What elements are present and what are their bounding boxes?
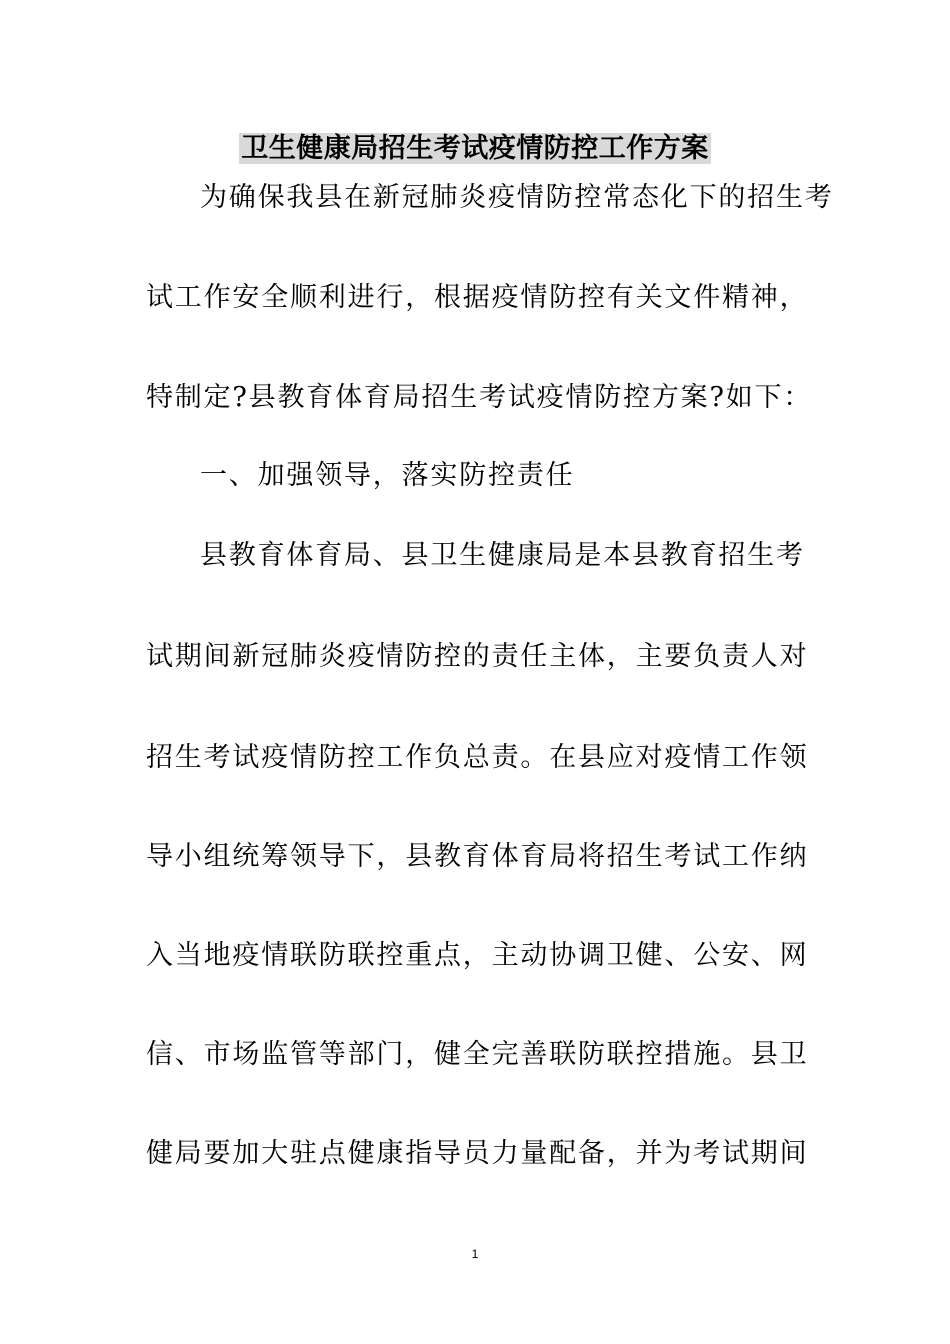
paragraph-line: 为确保我县在新冠肺炎疫情防控常态化下的招生考 bbox=[200, 182, 834, 213]
paragraph-line: 县教育体育局、县卫生健康局是本县教育招生考 bbox=[200, 540, 805, 571]
paragraph-line: 信、市场监管等部门，健全完善联防联控措施。县卫 bbox=[146, 1039, 809, 1070]
page-number: 1 bbox=[471, 1247, 479, 1261]
paragraph-line: 试期间新冠肺炎疫情防控的责任主体，主要负责人对 bbox=[146, 641, 809, 672]
paragraph-line: 招生考试疫情防控工作负总责。在县应对疫情工作领 bbox=[146, 742, 809, 773]
document-title bbox=[0, 131, 950, 167]
section-heading: 一、加强领导，落实防控责任 bbox=[200, 460, 575, 491]
paragraph-line: 试工作安全顺利进行，根据疫情防控有关文件精神， bbox=[146, 282, 809, 313]
document-title-text: 卫生健康局招生考试疫情防控工作方案 bbox=[241, 133, 709, 164]
paragraph-line: 特制定?县教育体育局招生考试疫情防控方案?如下： bbox=[146, 382, 813, 413]
paragraph-line: 导小组统筹领导下，县教育体育局将招生考试工作纳 bbox=[146, 841, 809, 872]
paragraph-line: 健局要加大驻点健康指导员力量配备，并为考试期间 bbox=[146, 1138, 809, 1169]
paragraph-line: 入当地疫情联防联控重点，主动协调卫健、公安、网 bbox=[146, 940, 809, 971]
